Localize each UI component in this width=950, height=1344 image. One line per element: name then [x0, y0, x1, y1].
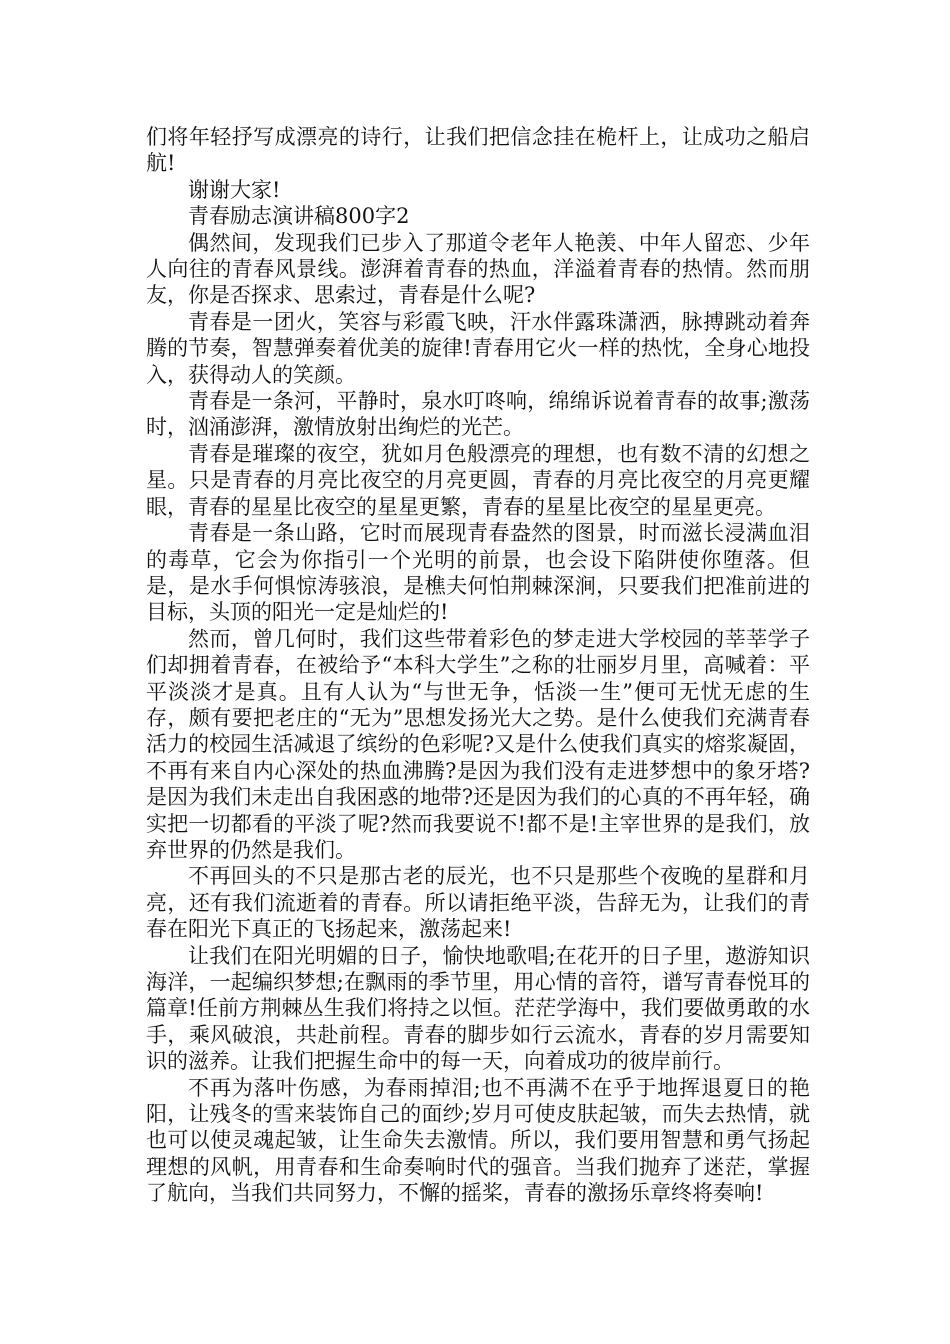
section-title: 青春励志演讲稿800字2 — [188, 204, 410, 229]
paragraph: 青春是璀璨的夜空，犹如月色般漂亮的理想，也有数不清的幻想之星。只是青春的月亮比夜空的月亮更圆，青春的月亮比夜空的月亮更耀眼，青春的星星比夜空的星星更繁，青春的星星比夜空的星星更亮。 — [146, 441, 810, 519]
paragraph-thanks: 谢谢大家! — [188, 177, 281, 202]
paragraph: 青春是一团火，笑容与彩霞飞映，汗水伴露珠潇洒，脉搏跳动着奔腾的节奏，智慧弹奏着优美的旋律!青春用它火一样的热忱，全身心地投入，获得动人的笑颜。 — [146, 309, 810, 387]
paragraph: 然而，曾几何时，我们这些带着彩色的梦走进大学校园的莘莘学子们却拥着青春，在被给予“本科大学生”之称的壮丽岁月里，高喊着：平平淡淡才是真。且有人认为“与世无争，恬淡一生”便可无忧无虑的生存，颇有要把老庄的“无为”思想发扬光大之势。是什么使我们充满青春活力的校园生活减退了缤纷的色彩呢?又是什么使我们真实的熔浆凝固，不再有来自内心深处的热血沸腾?是因为我们没有走进梦想中的象牙塔?是因为我们未走出自我困惑的地带?还是因为我们的心真的不再年轻，确实把一切都看的平淡了呢?然而我要说不!都不是!主宰世界的是我们，放弃世界的仍然是我们。 — [146, 626, 810, 862]
paragraph: 不再为落叶伤感，为春雨掉泪;也不再满不在乎于地挥退夏日的艳阳，让残冬的雪来装饰自己的面纱;岁月可使皮肤起皱，而失去热情，就也可以使灵魂起皱，让生命失去激情。所以，我们要用智慧和勇气扬起理想的风帆，用青春和生命奏响时代的强音。当我们抛弃了迷茫，掌握了航向，当我们共同努力，不懈的摇桨，青春的激扬乐章终将奏响! — [146, 1075, 810, 1206]
paragraph: 青春是一条山路，它时而展现青春盎然的图景，时而滋长浸满血泪的毒草，它会为你指引一个光明的前景，也会设下陷阱使你堕落。但是，是水手何惧惊涛骇浪，是樵夫何怕荆棘深涧，只要我们把准前进的目标，头顶的阳光一定是灿烂的! — [146, 521, 810, 625]
document-body — [146, 124, 810, 1207]
paragraph: 让我们在阳光明媚的日子，愉快地歌唱;在花开的日子里，遨游知识海洋，一起编织梦想;在飘雨的季节里，用心情的音符，谱写青春悦耳的篇章!任前方荆棘丛生我们将持之以恒。茫茫学海中，我们要做勇敢的水手，乘风破浪，共赴前程。青春的脚步如行云流水，青春的岁月需要知识的滋养。让我们把握生命中的每一天，向着成功的彼岸前行。 — [146, 943, 810, 1074]
paragraph: 不再回头的不只是那古老的辰光，也不只是那些个夜晚的星群和月亮，还有我们流逝着的青春。所以请拒绝平淡，告辞无为，让我们的青春在阳光下真正的飞扬起来，激荡起来! — [146, 864, 810, 942]
paragraph: 青春是一条河，平静时，泉水叮咚响，绵绵诉说着青春的故事;激荡时，汹涌澎湃，激情放射出绚烂的光芒。 — [146, 389, 810, 440]
paragraph-continuation: 们将年轻抒写成漂亮的诗行，让我们把信念挂在桅杆上，让成功之船启航! — [146, 125, 810, 176]
paragraph: 偶然间，发现我们已步入了那道令老年人艳羡、中年人留恋、少年人向往的青春风景线。澎湃着青春的热血，洋溢着青春的热情。然而朋友，你是否探求、思索过，青春是什么呢? — [146, 230, 810, 308]
